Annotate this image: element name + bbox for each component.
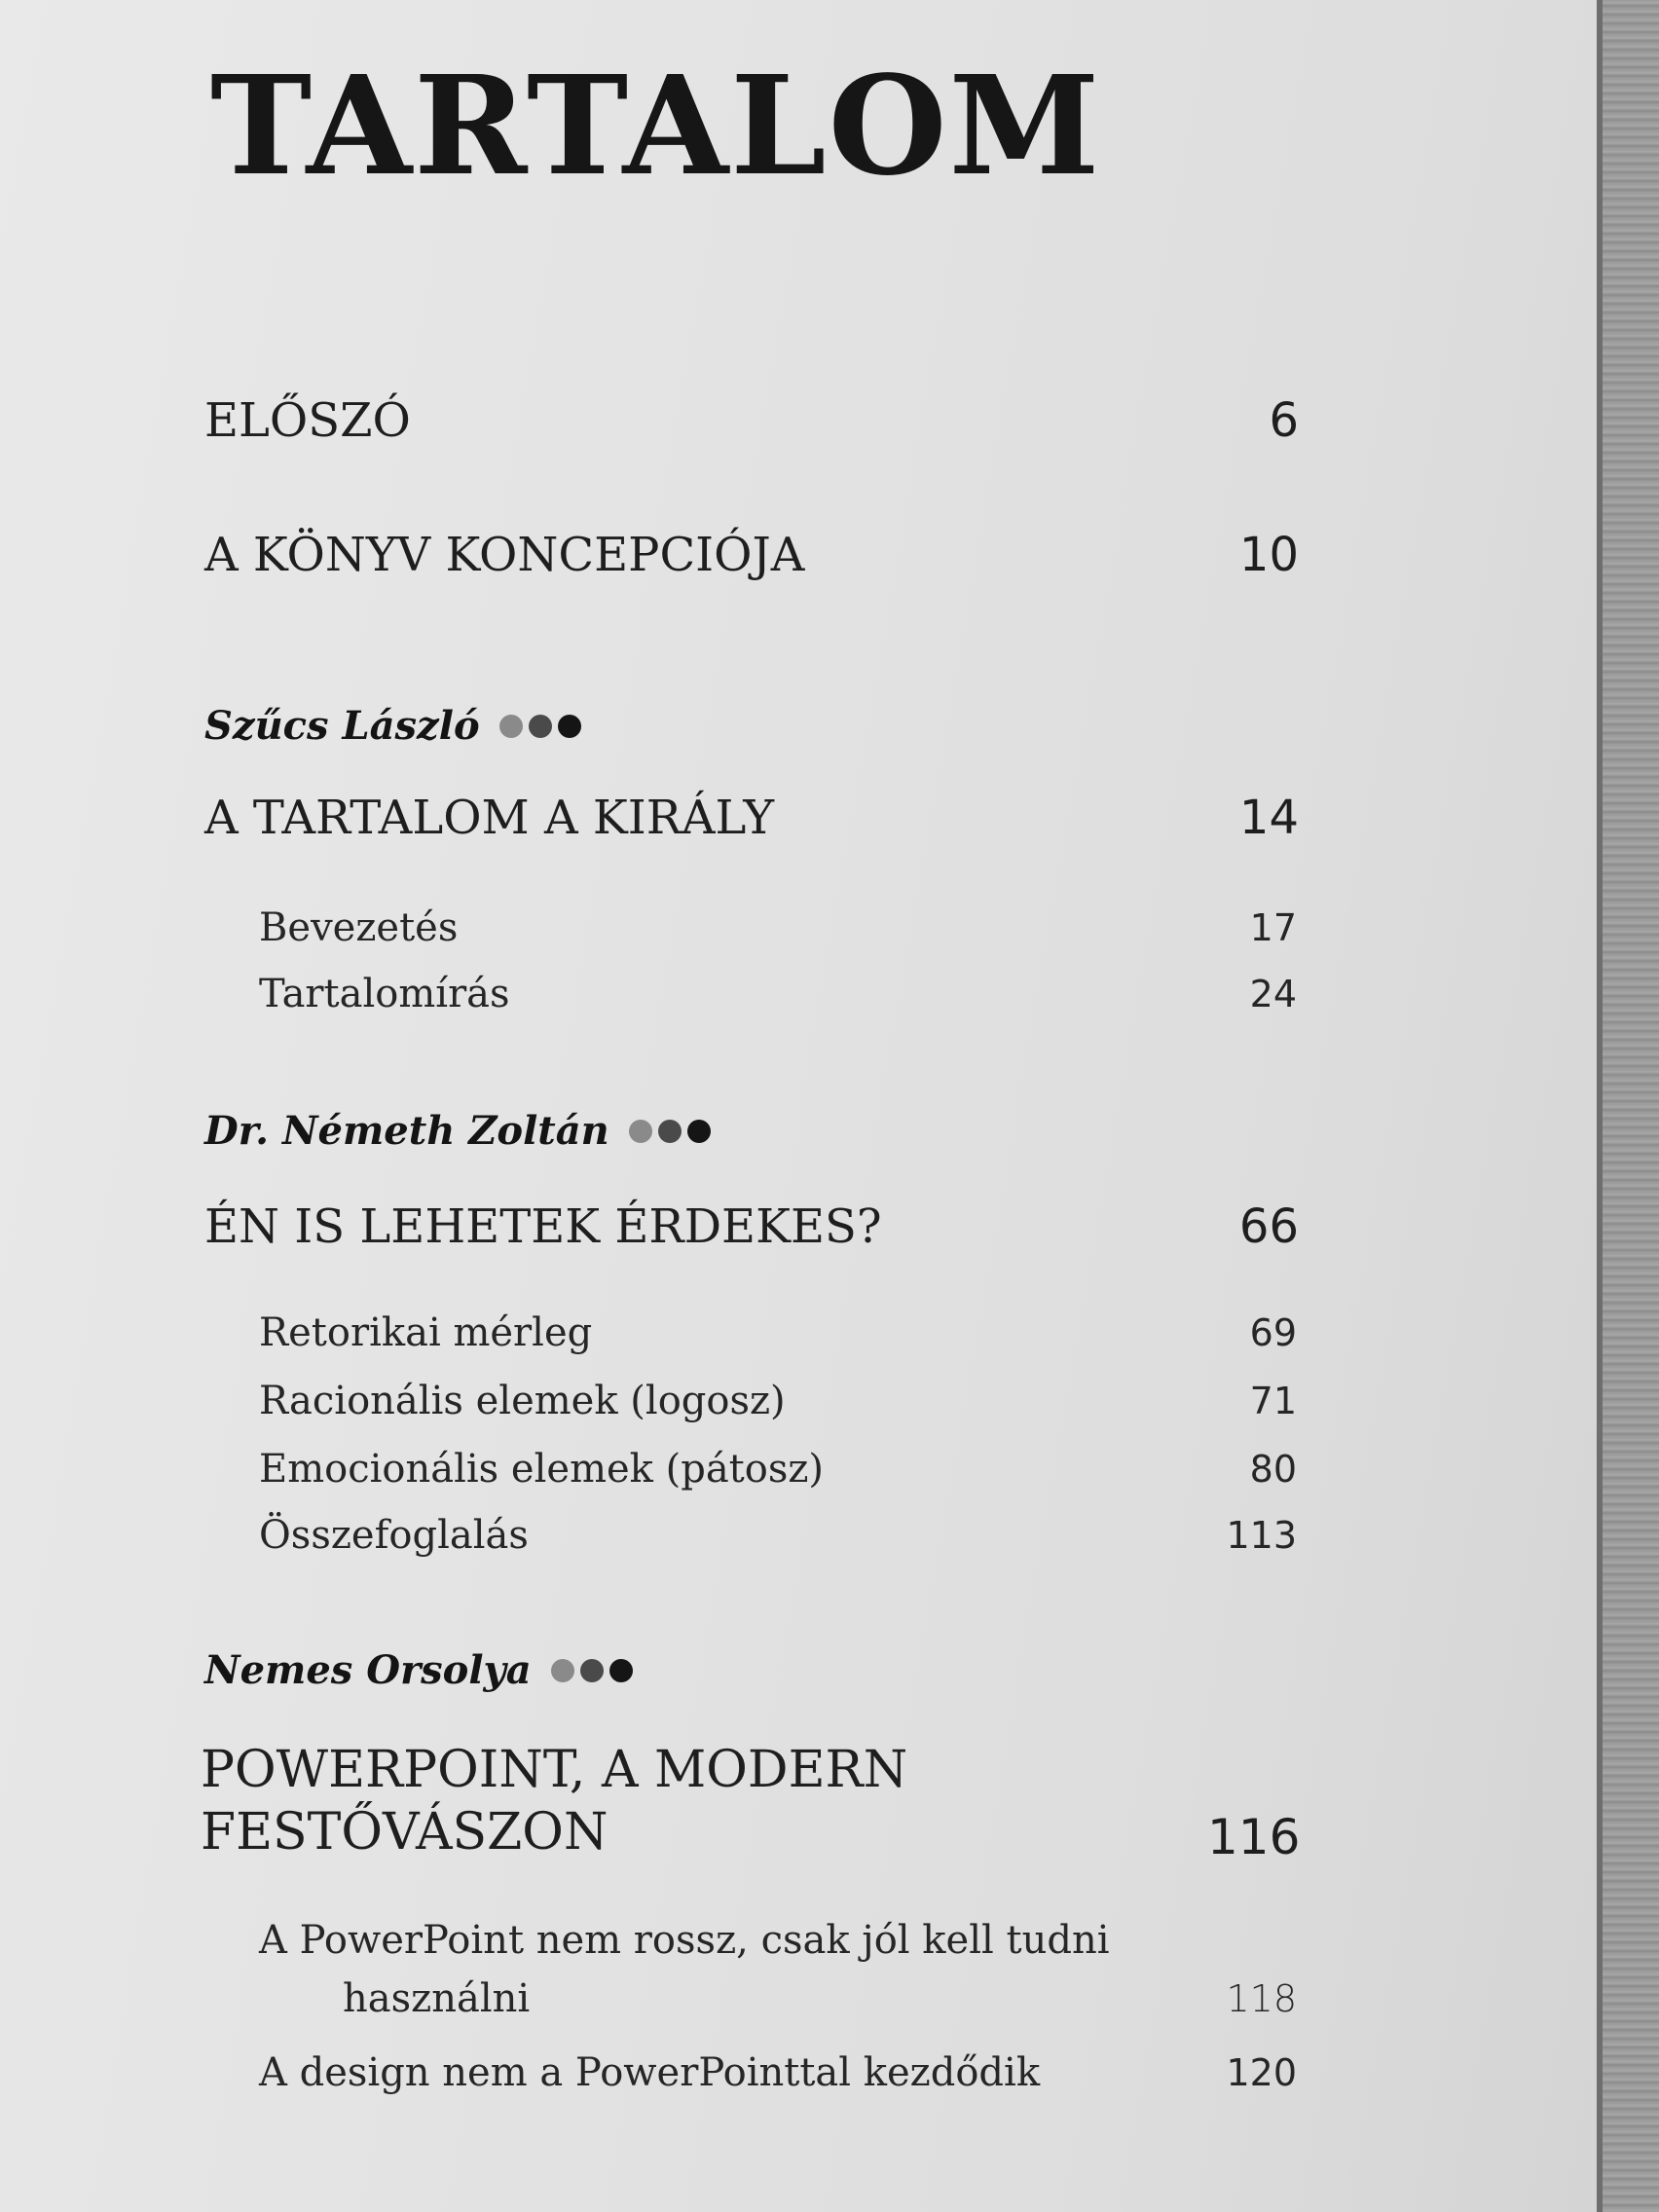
toc-subentry — [259, 972, 1297, 1016]
toc-subentry — [259, 1447, 1297, 1492]
toc-entry-page: 6 — [1269, 393, 1299, 448]
toc-subentry-title: Összefoglalás — [259, 1513, 529, 1558]
page-stack-edge — [1597, 0, 1659, 2212]
toc-subentry-page: 24 — [1249, 973, 1297, 1015]
toc-subentry-page: 71 — [1249, 1380, 1297, 1422]
author-dots-icon — [629, 1120, 711, 1143]
toc-subentry-title: A design nem a PowerPointtal kezdődik — [259, 2050, 1041, 2095]
toc-subentry-title: Tartalomírás — [259, 972, 510, 1016]
toc-subentry-page: 113 — [1226, 1514, 1297, 1557]
toc-chapter-title-line: FESTŐVÁSZON — [201, 1803, 608, 1862]
author-label: Nemes Orsolya — [204, 1647, 532, 1693]
toc-chapter-title-line: POWERPOINT, A MODERN — [201, 1741, 908, 1799]
page-title: TARTALOM — [210, 47, 1102, 206]
toc-entry-title: ELŐSZÓ — [204, 393, 411, 448]
author-dots-icon — [551, 1659, 633, 1682]
toc-chapter — [204, 791, 1299, 845]
toc-subentry-title: Retorikai mérleg — [259, 1310, 593, 1355]
toc-subentry — [259, 1310, 1297, 1355]
toc-subentry — [259, 1379, 1297, 1423]
toc-entry-eloszo — [204, 393, 1299, 448]
toc-subentry-page: 120 — [1226, 2051, 1297, 2094]
toc-chapter-page: 116 — [1207, 1809, 1301, 1865]
toc-subentry-title-line: használni — [343, 1976, 531, 2021]
toc-subentry-page: 118 — [1226, 1977, 1297, 2020]
author-dots-icon — [499, 715, 581, 738]
toc-subentry-page: 17 — [1249, 906, 1297, 949]
author-name — [204, 1647, 633, 1693]
author-label: Dr. Németh Zoltán — [204, 1108, 609, 1154]
toc-subentry-title: Emocionális elemek (pátosz) — [259, 1447, 825, 1492]
toc-subentry — [259, 1918, 1297, 2021]
toc-subentry-title: Racionális elemek (logosz) — [259, 1379, 786, 1423]
toc-subentry-page: 80 — [1249, 1448, 1297, 1491]
toc-entry-page: 10 — [1238, 528, 1299, 582]
toc-chapter-title — [201, 1739, 907, 1863]
toc-chapter-title: ÉN IS LEHETEK ÉRDEKES? — [204, 1199, 882, 1254]
author-name — [204, 703, 581, 749]
toc-chapter-page: 14 — [1238, 791, 1299, 845]
toc-subentry-page: 69 — [1249, 1311, 1297, 1354]
toc-subentry — [259, 1513, 1297, 1558]
toc-subentry — [259, 2050, 1297, 2095]
author-name — [204, 1108, 711, 1154]
toc-chapter-page: 66 — [1238, 1199, 1299, 1254]
toc-chapter-title: A TARTALOM A KIRÁLY — [204, 791, 774, 845]
toc-entry-title: A KÖNYV KONCEPCIÓJA — [204, 528, 805, 582]
author-label: Szűcs László — [204, 703, 480, 749]
toc-entry-koncepcio — [204, 528, 1299, 582]
toc-subentry-title-line: A PowerPoint nem rossz, csak jól kell tudni — [259, 1918, 1110, 1963]
toc-subentry-title: Bevezetés — [259, 905, 459, 950]
toc-chapter — [204, 1199, 1299, 1254]
toc-subentry — [259, 905, 1297, 950]
